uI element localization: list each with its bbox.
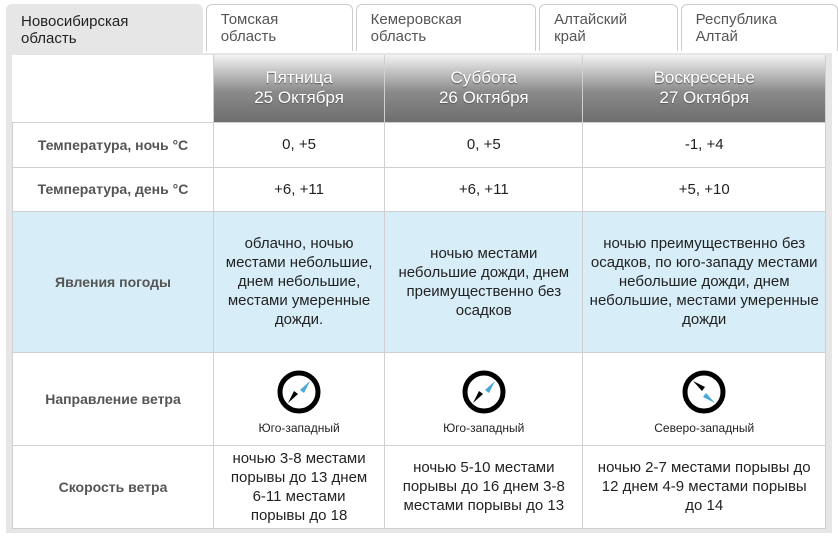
region-tabs bbox=[6, 4, 838, 55]
weekday: Суббота bbox=[450, 68, 518, 88]
cell: ночью 5-10 местами порывы до 16 днем 3-8 местами порывы до 13 bbox=[385, 445, 583, 528]
cell: 0, +5 bbox=[385, 122, 583, 167]
date: 27 Октября bbox=[659, 88, 750, 108]
row-label: Направление ветра bbox=[13, 352, 214, 445]
row-weather bbox=[13, 211, 826, 352]
corner-cell bbox=[13, 55, 214, 122]
cell: облачно, ночью местами небольшие, днем небольшие, местами умеренные дожди. bbox=[214, 211, 385, 352]
row-day-temp bbox=[13, 167, 826, 211]
cell: +6, +11 bbox=[385, 167, 583, 211]
date: 26 Октября bbox=[438, 88, 529, 108]
tab-kemerovo[interactable]: Кемеровская область bbox=[356, 4, 536, 51]
weekday: Воскресенье bbox=[653, 68, 755, 88]
forecast-table bbox=[12, 55, 826, 529]
compass-sw-icon bbox=[276, 369, 322, 415]
cell: ночью 2-7 местами порывы до 12 днем 4-9 местами порывы до 14 bbox=[583, 445, 826, 528]
wind-direction: Северо-западный bbox=[654, 420, 755, 435]
row-night-temp bbox=[13, 122, 826, 167]
cell bbox=[583, 352, 826, 445]
tab-altai-krai[interactable]: Алтайский край bbox=[539, 4, 678, 51]
date: 25 Октября bbox=[254, 88, 344, 108]
day-header bbox=[214, 55, 385, 122]
cell: 0, +5 bbox=[214, 122, 385, 167]
weekday: Пятница bbox=[265, 68, 333, 88]
cell: +6, +11 bbox=[214, 167, 385, 211]
row-label: Температура, ночь °C bbox=[13, 122, 214, 167]
row-wind-direction bbox=[13, 352, 826, 445]
cell: ночью преимущественно без осадков, по юго-западу местами небольшие дожди, днем небольшие, местами умеренные дожди bbox=[583, 211, 826, 352]
row-wind-speed bbox=[13, 445, 826, 528]
row-label: Скорость ветра bbox=[13, 445, 214, 528]
cell: -1, +4 bbox=[583, 122, 826, 167]
cell: +5, +10 bbox=[583, 167, 826, 211]
row-label: Явления погоды bbox=[13, 211, 214, 352]
wind-direction: Юго-западный bbox=[443, 420, 525, 435]
tab-altai-republic[interactable]: Республика Алтай bbox=[681, 4, 838, 51]
cell: ночью местами небольшие дожди, днем преимущественно без осадков bbox=[385, 211, 583, 352]
row-label: Температура, день °C bbox=[13, 167, 214, 211]
day-header bbox=[385, 55, 583, 122]
cell: ночью 3-8 местами порывы до 13 днем 6-11 местами порывы до 18 bbox=[214, 445, 385, 528]
cell bbox=[214, 352, 385, 445]
forecast-panel bbox=[6, 53, 832, 533]
day-header bbox=[583, 55, 826, 122]
wind-direction: Юго-западный bbox=[258, 420, 340, 435]
tab-novosibirsk[interactable]: Новосибирская область bbox=[6, 4, 203, 55]
cell bbox=[385, 352, 583, 445]
compass-nw-icon bbox=[681, 369, 727, 415]
tab-tomsk[interactable]: Томская область bbox=[206, 4, 353, 51]
compass-sw-icon bbox=[461, 369, 507, 415]
